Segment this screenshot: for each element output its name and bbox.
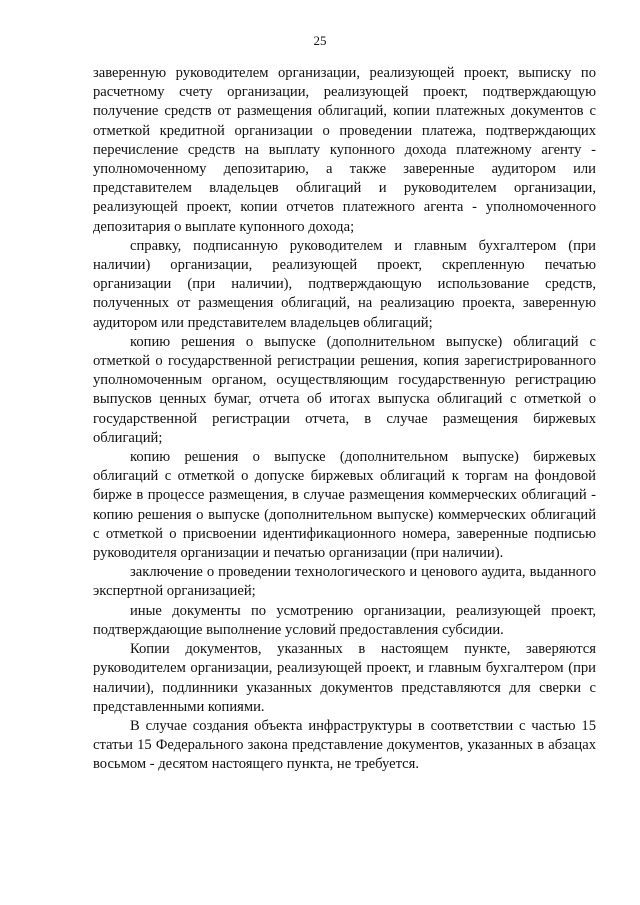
paragraph-4: копию решения о выпуске (дополнительном выпуске) биржевых облигаций с отметкой о допуске биржевых облигаций к торгам на фондовой бирже в процессе размещения, в случае размещения коммерческих облигаций - копию решения о выпуске (дополнительном выпуске) коммерческих облигаций с отметкой о присвоении идентификационного номера, заверенные подписью руководителя организации и печатью организации (при наличии). bbox=[93, 449, 596, 562]
paragraph-3: копию решения о выпуске (дополнительном выпуске) облигаций с отметкой о государственной регистрации решения, копия зарегистрированного уполномоченным органом, осуществляющим государственную регистрацию выпусков ценных бумаг, отчета об итогах выпуска облигаций с отметкой о государственной регистрации отчета, в случае размещения биржевых облигаций; bbox=[93, 333, 596, 446]
paragraph-2: справку, подписанную руководителем и главным бухгалтером (при наличии) организации, реализующей проект, скрепленную печатью организации (при наличии), подтверждающую использование средств, полученных от размещения облигаций, на реализацию проекта, заверенную аудитором или представителем владельцев облигаций; bbox=[93, 237, 596, 331]
paragraph-1: заверенную руководителем организации, реализующей проект, выписку по расчетному счету организации, реализующей проект, подтверждающую получение средств от размещения облигаций, копии платежных документов с отметкой кредитной организации о проведении платежа, подтверждающих перечисление средств на выплату купонного дохода платежному агенту - уполномоченному депозитарию, а также заверенные аудитором или представителем владельцев облигаций и руководителем организации, реализующей проект, копии отчетов платежного агента - уполномоченного депозитария о выплате купонного дохода; bbox=[93, 65, 596, 235]
paragraph-5: заключение о проведении технологического и ценового аудита, выданного экспертной организацией; bbox=[93, 564, 596, 600]
paragraph-7: Копии документов, указанных в настоящем пункте, заверяются руководителем организации, реализующей проект, и главным бухгалтером (при наличии), подлинники указанных документов представляются для сверки с представленными копиями. bbox=[93, 641, 596, 715]
page-number: 25 bbox=[313, 33, 327, 48]
paragraph-6: иные документы по усмотрению организации, реализующей проект, подтверждающие выполнение условий предоставления субсидии. bbox=[93, 602, 596, 638]
document-body bbox=[93, 64, 596, 775]
paragraph-8: В случае создания объекта инфраструктуры в соответствии с частью 15 статьи 15 Федерального закона представление документов, указанных в абзацах восьмом - десятом настоящего пункта, не требуется. bbox=[93, 717, 596, 773]
